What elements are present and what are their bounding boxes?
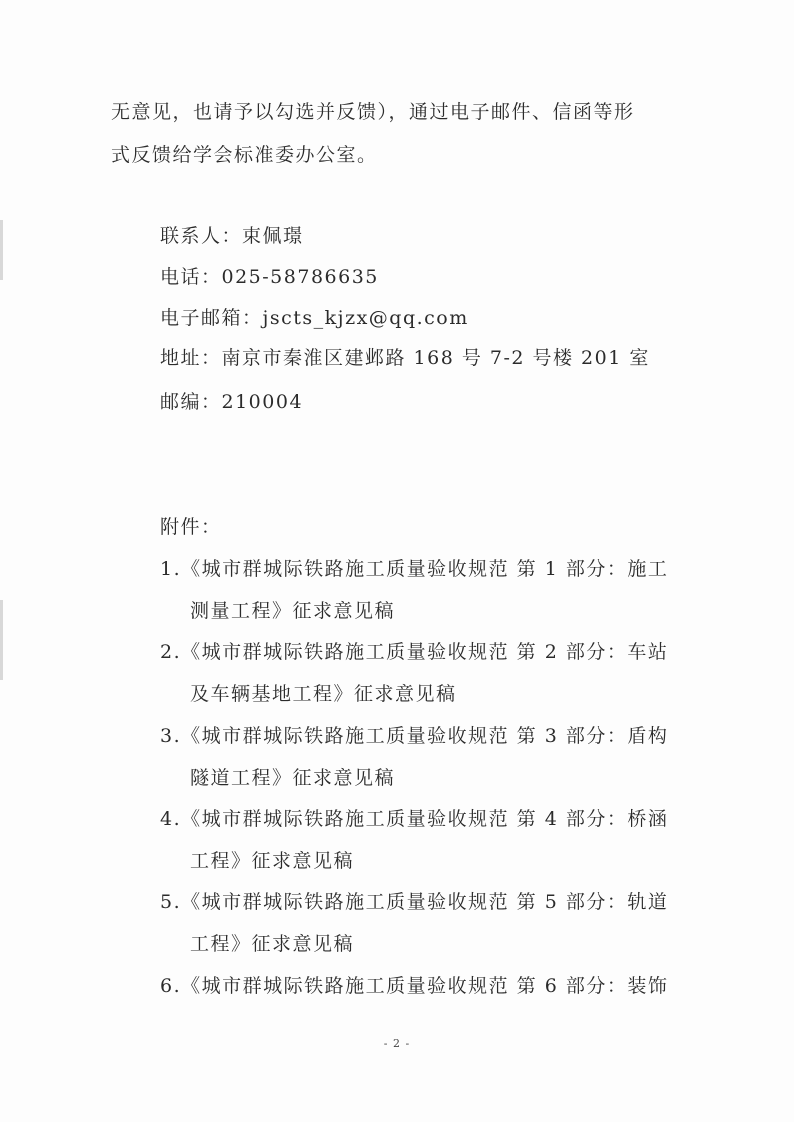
attachment-item-4-line-2: 工程》征求意见稿 bbox=[190, 850, 355, 872]
attachments-heading: 附件： bbox=[160, 516, 222, 538]
scan-edge-mark bbox=[0, 220, 3, 280]
scan-edge-mark bbox=[0, 600, 3, 680]
intro-line-1: 无意见，也请予以勾选并反馈），通过电子邮件、信函等形 bbox=[111, 101, 635, 123]
contact-phone: 电话：025-58786635 bbox=[160, 266, 379, 288]
page-number: - 2 - bbox=[383, 1037, 411, 1050]
contact-email: 电子邮箱：jscts_kjzx@qq.com bbox=[160, 307, 469, 329]
attachment-item-5-line-2: 工程》征求意见稿 bbox=[190, 933, 355, 955]
intro-line-2: 式反馈给学会标准委办公室。 bbox=[111, 144, 378, 166]
attachment-item-3-line-1: 3.《城市群城际铁路施工质量验收规范 第 3 部分：盾构 bbox=[160, 725, 669, 747]
attachment-item-1-line-1: 1.《城市群城际铁路施工质量验收规范 第 1 部分：施工 bbox=[160, 558, 669, 580]
contact-address: 地址：南京市秦淮区建邺路 168 号 7-2 号楼 201 室 bbox=[160, 347, 650, 369]
contact-person: 联系人：束佩璟 bbox=[160, 225, 304, 247]
attachment-item-2-line-2: 及车辆基地工程》征求意见稿 bbox=[190, 683, 457, 705]
attachment-item-5-line-1: 5.《城市群城际铁路施工质量验收规范 第 5 部分：轨道 bbox=[160, 891, 669, 913]
attachment-item-6-line-1: 6.《城市群城际铁路施工质量验收规范 第 6 部分：装饰 bbox=[160, 975, 669, 997]
attachment-item-2-line-1: 2.《城市群城际铁路施工质量验收规范 第 2 部分：车站 bbox=[160, 641, 669, 663]
attachment-item-4-line-1: 4.《城市群城际铁路施工质量验收规范 第 4 部分：桥涵 bbox=[160, 808, 669, 830]
contact-postcode: 邮编：210004 bbox=[160, 391, 304, 413]
attachment-item-3-line-2: 隧道工程》征求意见稿 bbox=[190, 767, 396, 789]
attachment-item-1-line-2: 测量工程》征求意见稿 bbox=[190, 600, 396, 622]
